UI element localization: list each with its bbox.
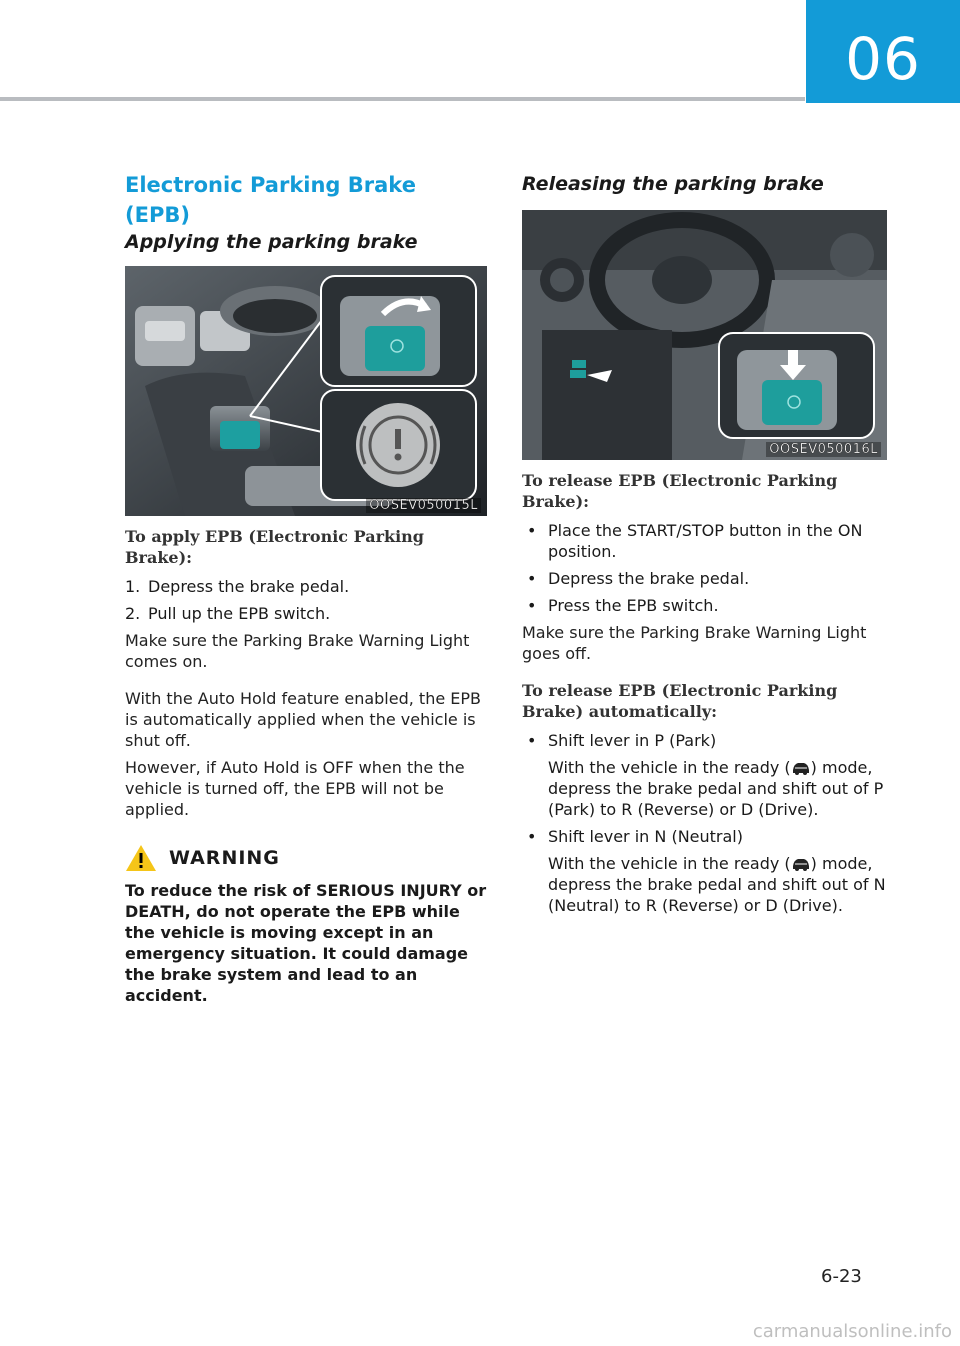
right-column [522,170,887,922]
warning-header [125,844,487,872]
epb-apply-illustration [125,266,487,516]
apply-steps [125,576,487,624]
list-item: • Shift lever in P (Park) [522,730,887,751]
auto-release-list-2 [522,826,887,847]
auto-release-detail: With the vehicle in the ready ( ) mode, depress the brake pedal and shift out of P (Park) to R (Reverse) or D (Drive). [548,758,884,819]
ready-car-icon [791,761,811,775]
left-column [125,170,487,1006]
auto-release-list [522,730,887,751]
paragraph: Make sure the Parking Brake Warning Light goes off. [522,623,867,663]
epb-release-figure [522,210,887,460]
paragraph: However, if Auto Hold is OFF when the the vehicle is turned off, the EPB will not be applied. [125,758,465,819]
warning-title: WARNING [169,847,280,869]
page-number: 6-23 [821,1266,862,1287]
epb-release-illustration [522,210,887,460]
list-item: • Shift lever in N (Neutral) [522,826,887,847]
releasing-subtitle: Releasing the parking brake [522,173,824,195]
section-title: Electronic Parking Brake (EPB) [125,173,416,227]
warning-text: To reduce the risk of SERIOUS INJURY or DEATH, do not operate the EPB while the vehicle is moving except in an emergency situation. It could damage the brake system and lead to an accident. [125,881,487,1005]
auto-release-detail: With the vehicle in the ready ( ) mode, depress the brake pedal and shift out of N (Neutral) to R (Reverse) or D (Drive). [548,854,886,915]
paragraph: Make sure the Parking Brake Warning Light comes on. [125,631,470,671]
list-item: 2. Pull up the EPB switch. [125,604,331,623]
apply-heading: To apply EPB (Electronic Parking Brake): [125,527,424,567]
chapter-tab: 06 [806,0,960,103]
auto-release-heading: To release EPB (Electronic Parking Brake) automatically: [522,681,838,721]
watermark: carmanualsonline.info [752,1321,952,1342]
applying-subtitle: Applying the parking brake [125,231,418,253]
paragraph: With the Auto Hold feature enabled, the EPB is automatically applied when the vehicle is shut off. [125,689,481,750]
header-rule [0,97,805,101]
warning-icon [125,844,157,872]
list-item: • Place the START/STOP button in the ON position. [522,520,887,562]
figure-code: OOSEV050016L [766,442,881,457]
release-steps [522,520,887,616]
epb-apply-figure [125,266,487,516]
list-item: • Depress the brake pedal. [522,568,887,589]
figure-code: OOSEV050015L [366,498,481,513]
list-item: • Press the EPB switch. [522,595,887,616]
release-heading: To release EPB (Electronic Parking Brake): [522,471,838,511]
list-item: 1. Depress the brake pedal. [125,577,350,596]
ready-car-icon [791,857,811,871]
